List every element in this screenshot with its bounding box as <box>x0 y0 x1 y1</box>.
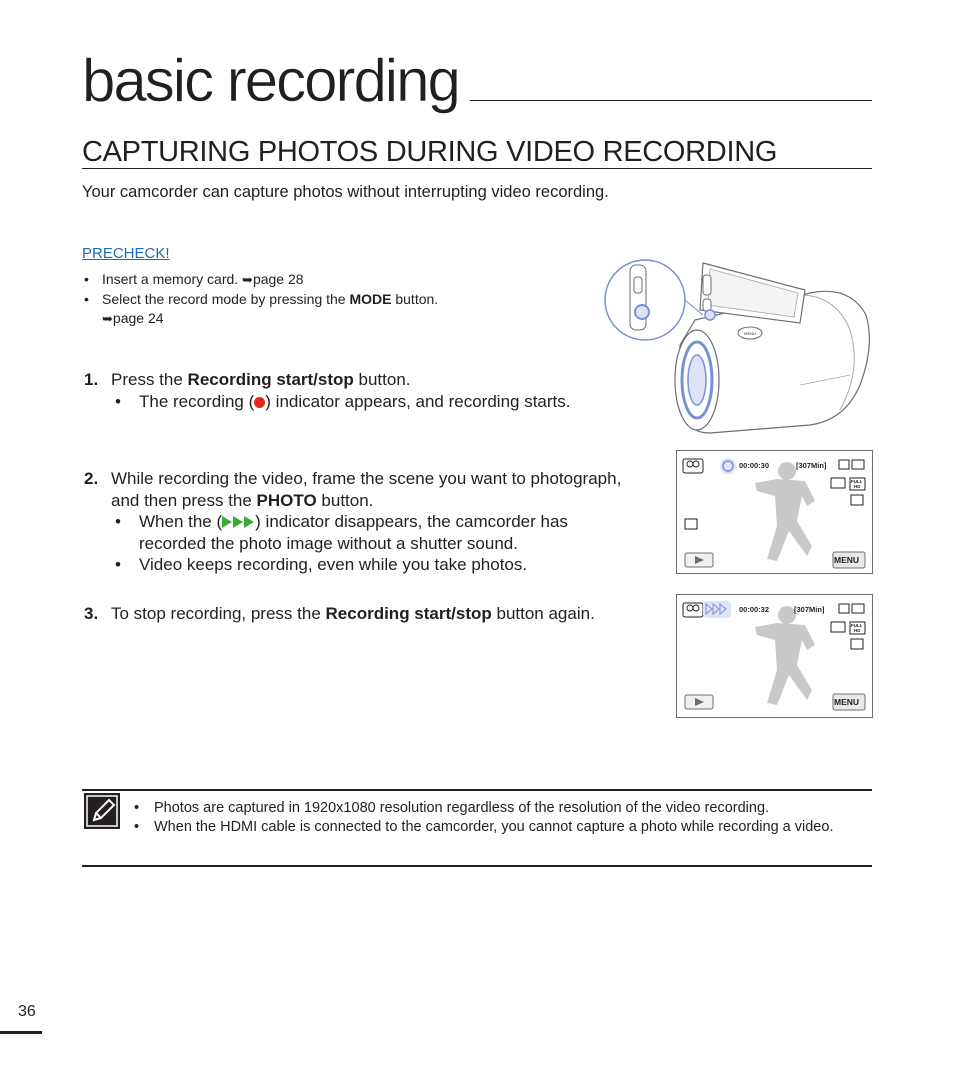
stabilizer-icon <box>851 495 863 505</box>
precheck-item: • Select the record mode by pressing the MODE button. ➥page 24 <box>84 291 439 327</box>
chapter-title: basic recording <box>82 47 459 114</box>
step-3: 3. To stop recording, press the Recording start/stop button again. <box>84 604 595 623</box>
section-rule <box>82 168 872 169</box>
menu-button[interactable]: MENU <box>834 555 860 565</box>
note-pencil-icon <box>84 793 120 829</box>
chapter-rule <box>470 100 872 101</box>
rec-time: 00:00:30 <box>739 461 770 470</box>
note-item: • When the HDMI cable is connected to the camcorder, you cannot capture a photo while recording a video. <box>134 819 834 835</box>
camera-menu-label: MENU <box>744 331 756 336</box>
precheck-list <box>84 270 438 329</box>
battery-icon <box>852 604 864 613</box>
lcd-screen-2 <box>676 594 873 718</box>
step-2-sub: • Video keeps recording, even while you take photos. <box>115 555 528 574</box>
quality-icon <box>831 622 845 632</box>
page-ref-link[interactable]: page 24 <box>112 310 164 326</box>
precheck-item: • Insert a memory card. ➥page 28 <box>84 271 304 288</box>
page-number: 36 <box>18 1003 36 1020</box>
hd-label: HD <box>854 484 861 489</box>
precheck-label: PRECHECK! <box>82 245 170 262</box>
battery-icon <box>852 460 864 469</box>
hd-label: HD <box>854 628 861 633</box>
rec-highlight-icon <box>720 458 736 474</box>
camcorder-illustration <box>600 255 875 435</box>
page-number-rule <box>0 1031 42 1034</box>
stabilizer-icon <box>851 639 863 649</box>
intro-text: Your camcorder can capture photos without interrupting video recording. <box>82 183 609 201</box>
note-bottom-rule <box>82 865 872 867</box>
record-indicator-icon <box>254 397 265 408</box>
lcd-screen-1 <box>676 450 873 574</box>
note-item: • Photos are captured in 1920x1080 resolution regardless of the resolution of the video recording. <box>134 800 770 816</box>
photo-indicator-icon <box>685 519 697 529</box>
menu-button[interactable]: MENU <box>834 697 860 707</box>
section-title: CAPTURING PHOTOS DURING VIDEO RECORDING <box>82 136 778 168</box>
full-label: FULL <box>851 623 863 628</box>
photo-capture-indicator-icon <box>703 601 731 618</box>
page-ref-link[interactable]: page 28 <box>252 271 304 287</box>
step-2: 2. While recording the video, frame the scene you want to photograph, and then press the PHOTO button. • When the ( ) indicator disappears, the camcorder has recorded the photo image without a shutter sound. • Video keeps recording, even while you take photos. <box>84 468 624 576</box>
full-label: FULL <box>851 479 863 484</box>
step-1: 1. Press the Recording start/stop button. • The recording ( ) indicator appears, and recording starts. <box>84 369 574 412</box>
rec-time: 00:00:32 <box>739 605 770 614</box>
page-ref-arrow-icon: ➥ <box>242 273 253 288</box>
dancer-silhouette <box>755 606 815 705</box>
page-ref-arrow-icon: ➥ <box>102 312 113 327</box>
remaining-time: [307Min] <box>794 605 825 614</box>
quality-icon <box>831 478 845 488</box>
step-2-sub: • When the ( ) indicator disappears, the camcorder has recorded the photo image without a shutter sound. <box>115 512 568 553</box>
step-1-sub: • The recording ( ) indicator appears, and recording starts. <box>115 391 571 411</box>
photo-indicator-icon <box>222 512 255 531</box>
remaining-time: [307Min] <box>796 461 827 470</box>
dancer-silhouette <box>755 462 815 561</box>
video-mode-icon <box>683 459 703 473</box>
note-top-rule <box>82 789 872 791</box>
card-icon <box>839 460 849 469</box>
notes-list <box>134 799 874 837</box>
card-icon <box>839 604 849 613</box>
video-mode-icon <box>683 603 703 617</box>
